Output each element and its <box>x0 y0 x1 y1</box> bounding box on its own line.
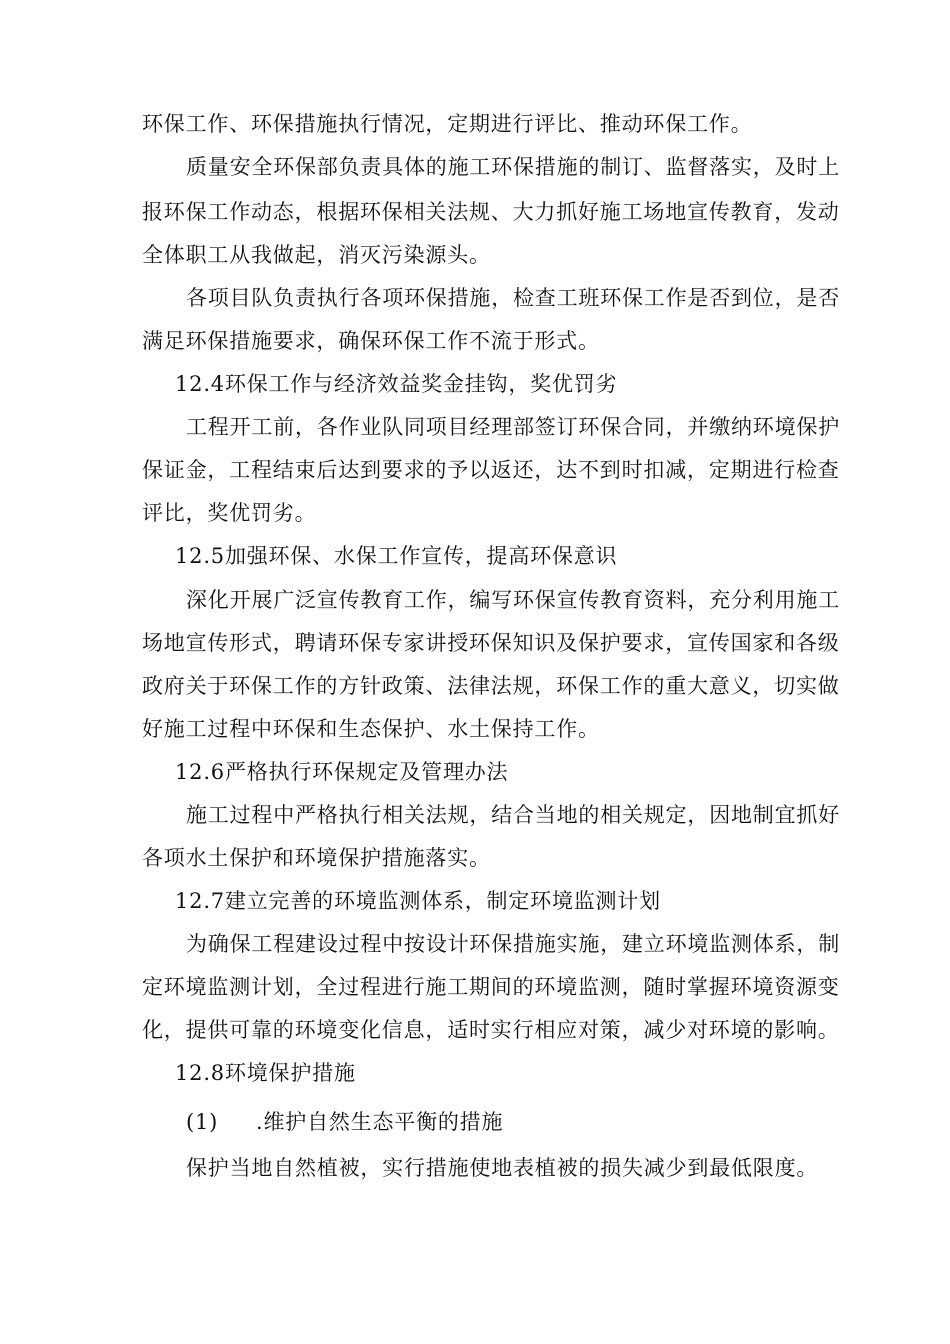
section-heading: 12.8环境保护措施 <box>175 1061 356 1085</box>
paragraph-line: 政府关于环保工作的方针政策、法律法规，环保工作的重大意义，切实做 <box>142 674 840 698</box>
paragraph-line: 质量安全环保部负责具体的施工环保措施的制订、监督落实，及时上 <box>186 155 840 179</box>
list-item-text: .维护自然生态平衡的措施 <box>256 1110 504 1134</box>
paragraph-line: 场地宣传形式，聘请环保专家讲授环保知识及保护要求，宣传国家和各级 <box>142 631 840 655</box>
paragraph-line: 保证金，工程结束后达到要求的予以返还，达不到时扣减，定期进行检查 <box>142 458 840 482</box>
list-marker: (1) <box>186 1110 219 1134</box>
paragraph-line: 报环保工作动态，根据环保相关法规、大力抓好施工场地宣传教育，发动 <box>142 200 840 224</box>
paragraph-line: 各项水土保护和环境保护措施落实。 <box>142 846 491 870</box>
paragraph-line: 施工过程中严格执行相关法规，结合当地的相关规定，因地制宜抓好 <box>186 803 840 827</box>
paragraph-line: 为确保工程建设过程中按设计环保措施实施，建立环境监测体系，制 <box>186 932 840 956</box>
paragraph-line: 评比，奖优罚劣。 <box>142 501 317 525</box>
section-heading: 12.5加强环保、水保工作宣传，提高环保意识 <box>175 544 618 568</box>
paragraph-line: 定环境监测计划，全过程进行施工期间的环境监测，随时掌握环境资源变 <box>142 975 840 999</box>
paragraph-line: 保护当地自然植被，实行措施使地表植被的损失减少到最低限度。 <box>186 1156 819 1180</box>
list-item <box>186 1107 886 1137</box>
paragraph-line: 工程开工前，各作业队同项目经理部签订环保合同，并缴纳环境保护 <box>186 415 840 439</box>
paragraph-line: 各项目队负责执行各项环保措施，检查工班环保工作是否到位，是否 <box>186 286 840 310</box>
paragraph-line: 全体职工从我做起，消灭污染源头。 <box>142 243 491 267</box>
section-heading: 12.4环保工作与经济效益奖金挂钩，奖优罚劣 <box>175 372 618 396</box>
paragraph-line: 化，提供可靠的环境变化信息，适时实行相应对策，减少对环境的影响。 <box>142 1018 840 1042</box>
paragraph-line: 深化开展广泛宣传教育工作，编写环保宣传教育资料，充分利用施工 <box>186 588 840 612</box>
paragraph-line: 好施工过程中环保和生态保护、水土保持工作。 <box>142 717 600 741</box>
section-heading: 12.6严格执行环保规定及管理办法 <box>175 760 509 784</box>
paragraph-line: 满足环保措施要求，确保环保工作不流于形式。 <box>142 329 600 353</box>
section-heading: 12.7建立完善的环境监测体系，制定环境监测计划 <box>175 889 661 913</box>
paragraph-line: 环保工作、环保措施执行情况，定期进行评比、推动环保工作。 <box>142 112 753 136</box>
